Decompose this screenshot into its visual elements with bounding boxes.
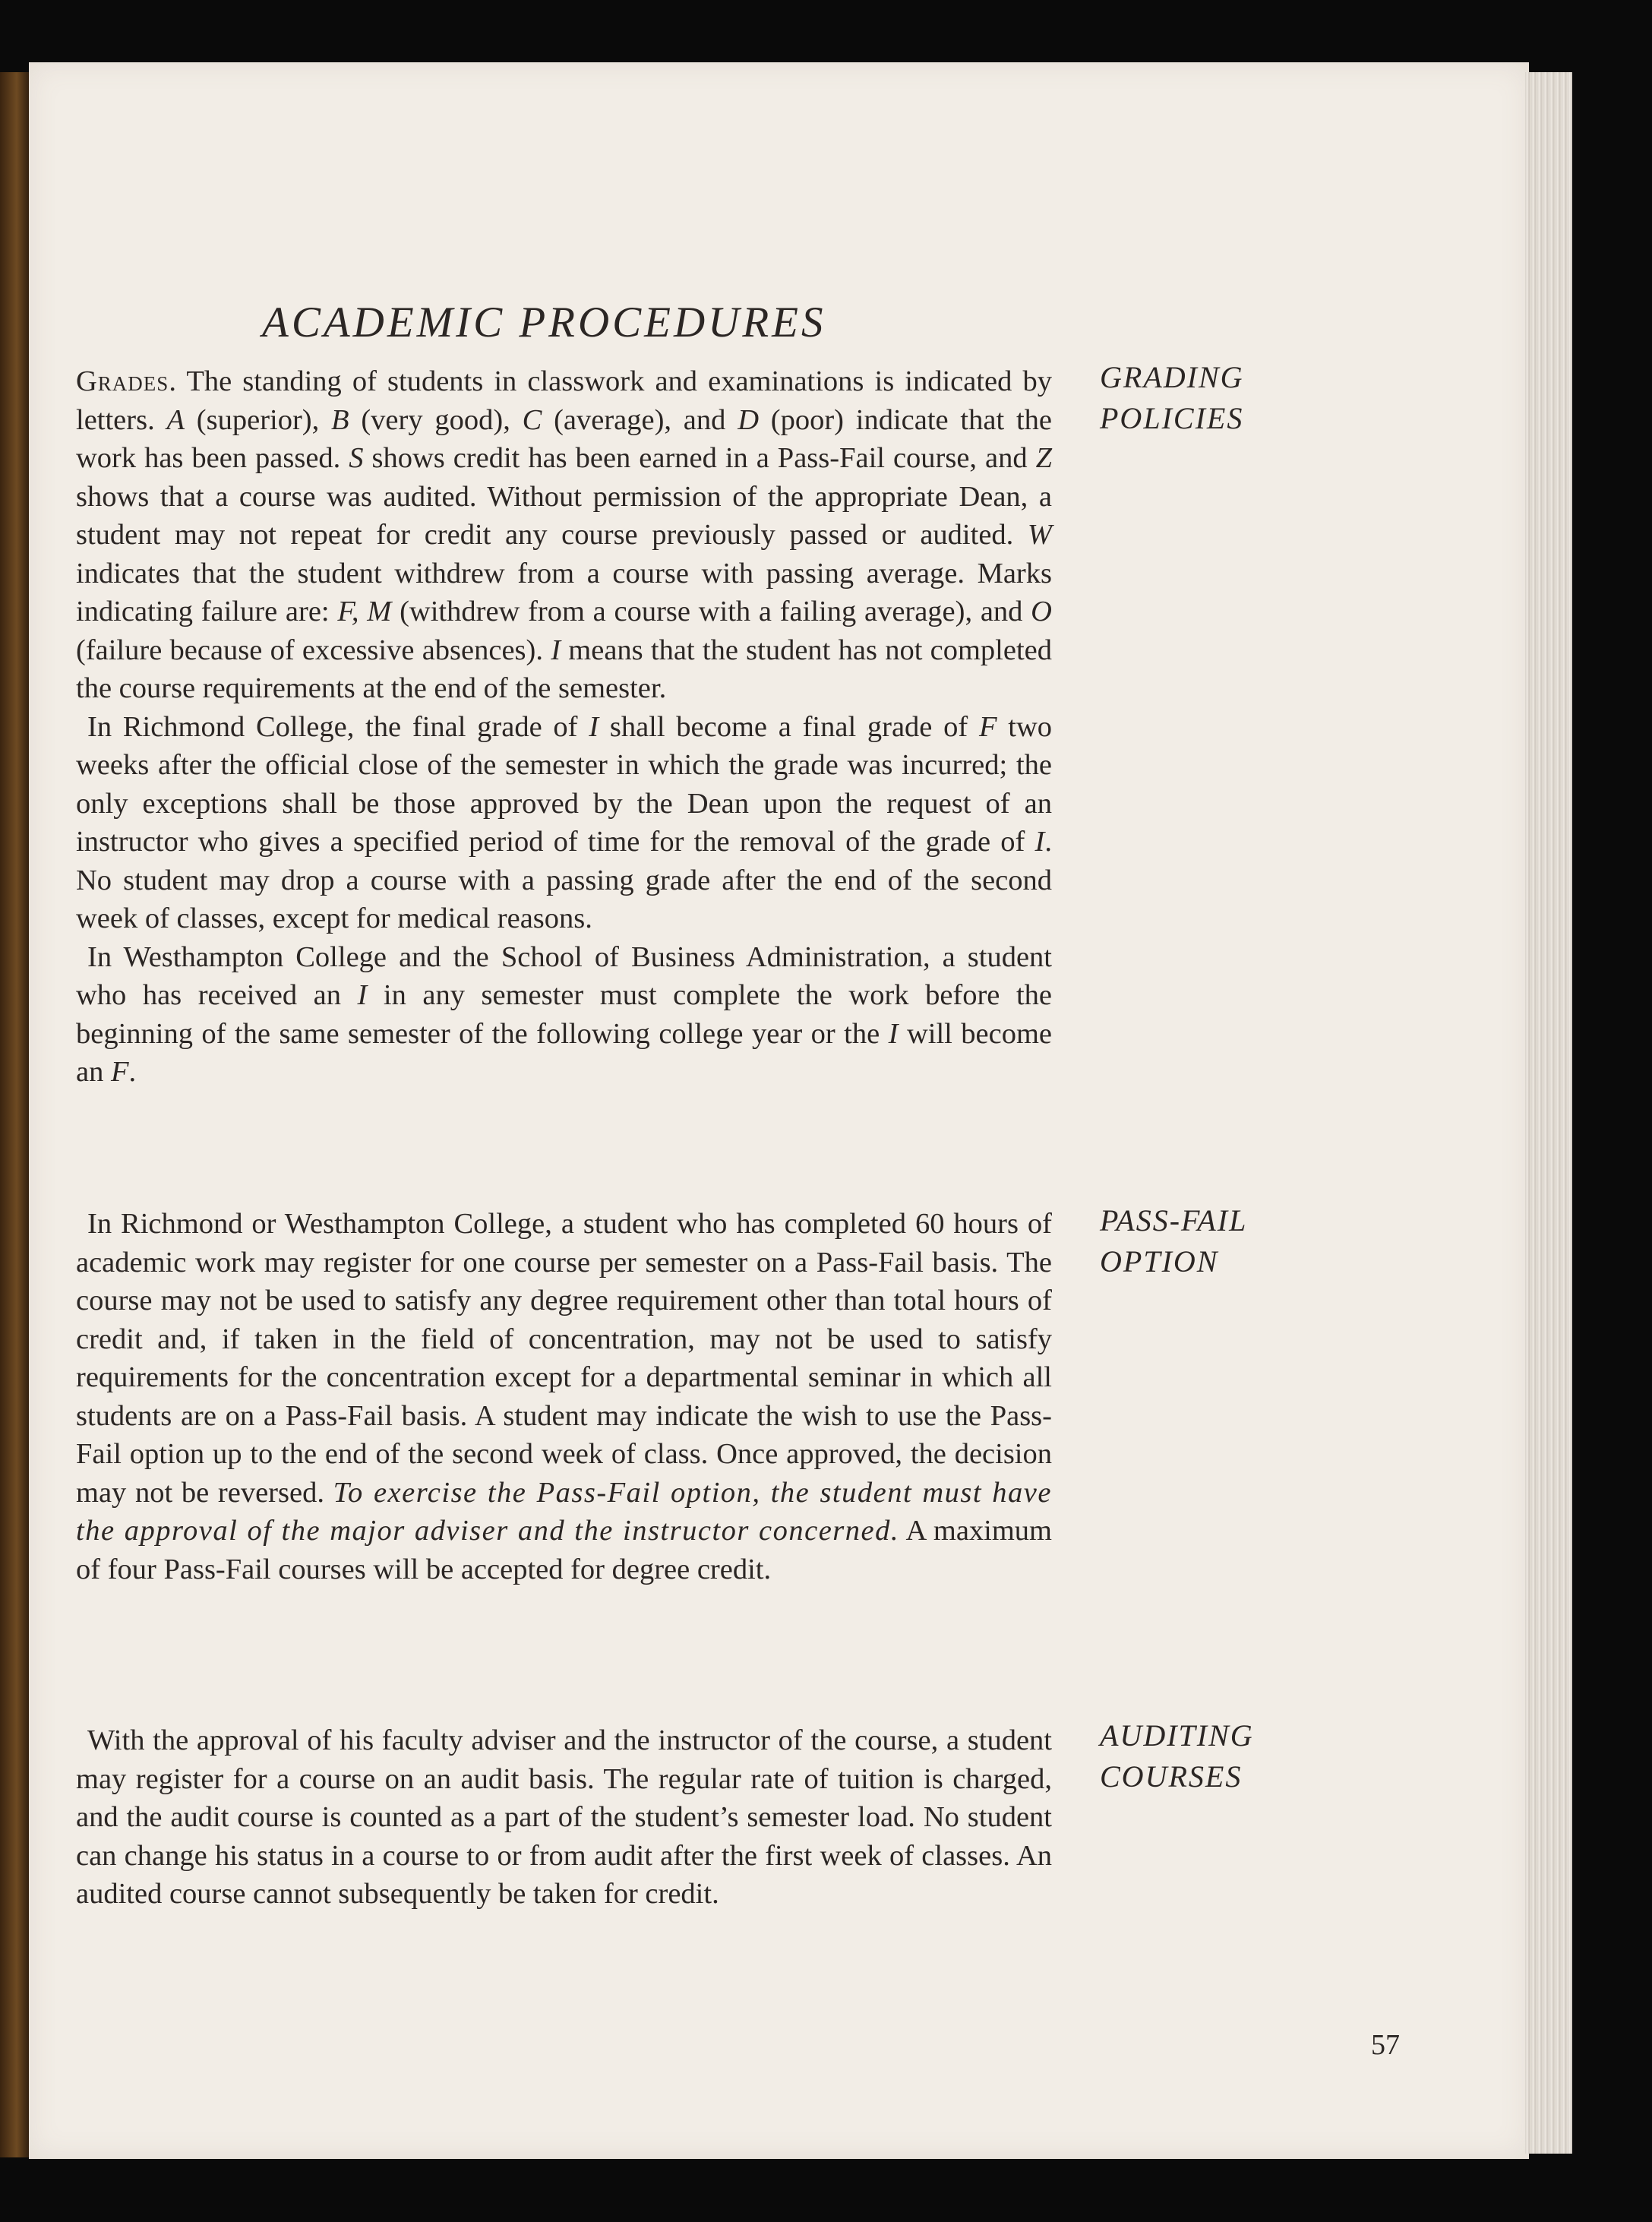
sidenote-auditing-courses: AUDITING COURSES: [1100, 1718, 1254, 1794]
page-heading: ACADEMIC PROCEDURES: [262, 299, 826, 346]
grades-paragraph: Grades. The standing of students in classwork and examinations is indicated by letters. A (superior), B (very good), C (average), and D (poor) indicate that the work has been passed. S shows credit has been earned in a Pass-Fail course, and Z shows that a course was audited. Without permission of the appropriate Dean, a student may not repeat for credit any course previously passed or audited. W indicates that the student withdrew from a course with passing average. Marks indicating failure are: F, M (withdrew from a course with a failing average), and O (failure because of excessive absences). I means that the student has not completed the course requirements at the end of the semester.: [76, 365, 1052, 704]
binding-edge: [0, 72, 30, 2157]
page-number: 57: [1371, 2029, 1400, 2061]
richmond-paragraph: In Richmond College, the final grade of I shall become a final grade of F two weeks after the official close of the semester in which the grade was incurred; the only exceptions shall be those approved by the Dean upon the request of an instructor who gives a specified period of time for the removal of the grade of I. No student may drop a course with a passing grade after the end of the second week of classes, except for medical reasons.: [76, 710, 1053, 934]
passfail-paragraph: In Richmond or Westhampton College, a student who has completed 60 hours of academic work may register for one course per semester on a Pass-Fail basis. The course may not be used to satisfy any degree requirement other than total hours of credit and, if taken in the field of concentration, may not be used to satisfy requirements for the concentration except for a departmental seminar in which all students are on a Pass-Fail basis. A student may indicate the wish to use the Pass-Fail option up to the end of the second week of class. Once approved, the decision may not be reversed. To exercise the Pass-Fail option, the student must have the approval of the major adviser and the instructor concerned. A maximum of four Pass-Fail courses will be accepted for degree credit.: [76, 1208, 1053, 1585]
passfail-emphasis: To exercise the Pass-Fail option, the student must have the approval of the major adviser and the instructor concerned.: [76, 1476, 1052, 1547]
westhampton-paragraph: In Westhampton College and the School of Business Administration, a student who has received an I in any semester must complete the work before the beginning of the same semester of the following college year or the I will become an F.: [76, 940, 1052, 1088]
auditing-paragraph: With the approval of his faculty adviser and the instructor of the course, a student may register for a course on an audit basis. The regular rate of tuition is charged, and the audit course is counted as a part of the student’s semester load. No student can change his status in a course to or from audit after the first week of classes. An audited course cannot subsequently be taken for credit.: [76, 1724, 1052, 1910]
grading-section: [76, 362, 1052, 1092]
grades-label: Grades: [76, 365, 169, 397]
passfail-section: [76, 1205, 1052, 1588]
page-stack-edge: [1525, 72, 1572, 2154]
auditing-section: [76, 1721, 1052, 1914]
sidenote-passfail-option: PASS-FAIL OPTION: [1100, 1203, 1248, 1279]
sidenote-grading-policies: GRADING POLICIES: [1100, 360, 1244, 435]
